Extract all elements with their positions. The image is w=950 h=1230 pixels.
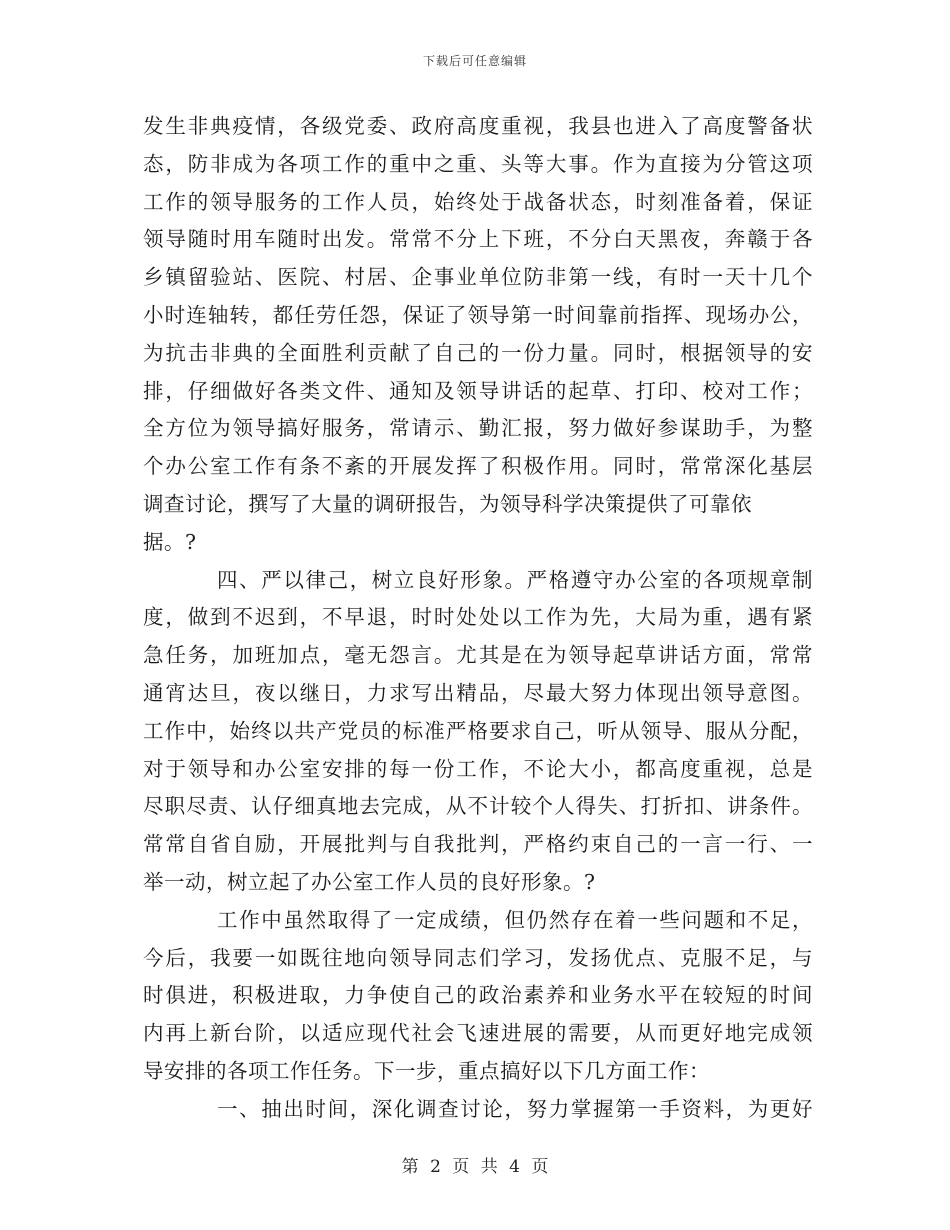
- text-line: 时俱进，积极进取，力争使自己的政治素养和业务水平在较短的时间: [143, 983, 813, 1008]
- text-line: 全方位为领导搞好服务，常请示、勤汇报，努力做好参谋助手，为整: [143, 416, 813, 441]
- text-line: 小时连轴转，都任劳任怨，保证了领导第一时间靠前指挥、现场办公，: [143, 302, 813, 327]
- text-line: 调查讨论，撰写了大量的调研报告，为领导科学决策提供了可靠依: [143, 491, 752, 516]
- text-line: 内再上新台阶，以适应现代社会飞速进展的需要，从而更好地完成领: [143, 1021, 813, 1046]
- text-line: 一、抽出时间，深化调查讨论，努力掌握第一手资料，为更好: [217, 1096, 813, 1121]
- text-line: 今后，我要一如既往地向领导同志们学习，发扬优点、克服不足，与: [143, 945, 813, 970]
- text-line: 态，防非成为各项工作的重中之重、头等大事。作为直接为分管这项: [143, 151, 813, 176]
- text-line: 为抗击非典的全面胜利贡献了自己的一份力量。同时，根据领导的安: [143, 340, 813, 365]
- document-body: [143, 108, 813, 1129]
- text-line: 尽职尽责、认仔细真地去完成，从不计较个人得失、打折扣、讲条件。: [143, 794, 813, 819]
- text-line: 个办公室工作有条不紊的开展发挥了积极作用。同时，常常深化基层: [143, 454, 813, 479]
- text-line: 工作中虽然取得了一定成绩，但仍然存在着一些问题和不足，: [217, 907, 813, 932]
- text-line: 四、严以律己，树立良好形象。严格遵守办公室的各项规章制: [217, 567, 813, 592]
- text-line: 据。?: [143, 529, 197, 554]
- text-line: 通宵达旦，夜以继日，力求写出精品，尽最大努力体现出领导意图。: [143, 680, 813, 705]
- text-line: 度，做到不迟到，不早退，时时处处以工作为先，大局为重，遇有紧: [143, 605, 813, 630]
- paragraph: [143, 1091, 813, 1129]
- text-line: 乡镇留验站、医院、村居、企事业单位防非第一线，有时一天十几个: [143, 265, 813, 290]
- paragraph: [143, 902, 813, 1091]
- text-line: 举一动，树立起了办公室工作人员的良好形象。?: [143, 869, 596, 894]
- paragraph: [143, 108, 813, 562]
- text-line: 工作的领导服务的工作人员，始终处于战备状态，时刻准备着，保证: [143, 189, 813, 214]
- text-line: 常常自省自励，开展批判与自我批判，严格约束自己的一言一行、一: [143, 832, 813, 857]
- text-line: 工作中，始终以共产党员的标准严格要求自己，听从领导、服从分配，: [143, 718, 813, 743]
- page-number: 第 2 页 共 4 页: [401, 1157, 549, 1177]
- text-line: 排，仔细做好各类文件、通知及领导讲话的起草、打印、校对工作；: [143, 378, 813, 403]
- text-line: 对于领导和办公室安排的每一份工作，不论大小，都高度重视，总是: [143, 756, 813, 781]
- page-header: 下载后可任意编辑: [422, 54, 527, 68]
- text-line: 领导随时用车随时出发。常常不分上下班，不分白天黑夜，奔赣于各: [143, 227, 813, 252]
- paragraph: [143, 562, 813, 902]
- text-line: 导安排的各项工作任务。下一步，重点搞好以下几方面工作：: [143, 1058, 710, 1083]
- text-line: 急任务，加班加点，毫无怨言。尤其是在为领导起草讲话方面，常常: [143, 643, 813, 668]
- text-line: 发生非典疫情，各级党委、政府高度重视，我县也进入了高度警备状: [143, 114, 813, 138]
